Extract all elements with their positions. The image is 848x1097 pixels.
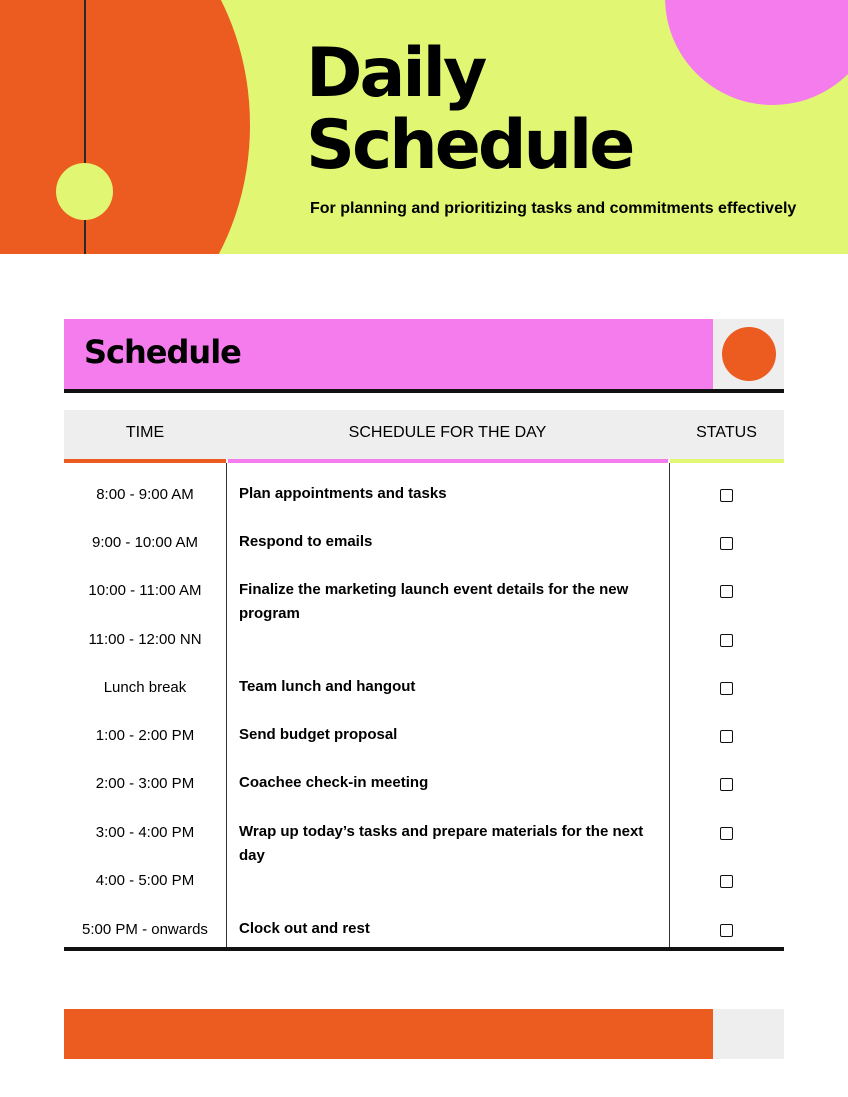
- section-header-bar: [64, 319, 713, 389]
- status-checkbox[interactable]: [720, 585, 733, 598]
- column-header-time: TIME: [125, 424, 165, 441]
- row-time: 3:00 - 4:00 PM: [95, 824, 195, 841]
- section-divider: [64, 389, 784, 393]
- row-task: Finalize the marketing launch event details for the new program: [239, 581, 629, 622]
- header-banner: [0, 0, 848, 254]
- table-row: [64, 711, 784, 759]
- table-row: [64, 856, 784, 904]
- schedule-accent-line: [228, 459, 668, 463]
- status-checkbox[interactable]: [720, 682, 733, 695]
- row-time: 8:00 - 9:00 AM: [96, 486, 194, 503]
- column-header-schedule: SCHEDULE FOR THE DAY: [348, 424, 547, 441]
- table-row: [64, 470, 784, 518]
- table-row: [64, 518, 784, 566]
- table-row: [64, 905, 784, 953]
- table-row: [64, 663, 784, 711]
- status-checkbox[interactable]: [720, 489, 733, 502]
- table-row: [64, 808, 784, 864]
- time-accent-line: [64, 459, 226, 463]
- status-checkbox[interactable]: [720, 875, 733, 888]
- orange-dot-decoration: [722, 327, 776, 381]
- status-checkbox[interactable]: [720, 778, 733, 791]
- section-title: Schedule: [84, 333, 241, 371]
- row-task: Wrap up today’s tasks and prepare materials for the next day: [239, 823, 644, 864]
- orange-decoration: [0, 0, 250, 254]
- status-accent-line: [670, 459, 784, 463]
- status-checkbox[interactable]: [720, 924, 733, 937]
- table-row: [64, 615, 784, 663]
- page-subtitle: For planning and prioritizing tasks and commitments effectively: [310, 200, 797, 217]
- table-row: [64, 566, 784, 622]
- table-bottom-border: [64, 947, 784, 951]
- row-task: Plan appointments and tasks: [239, 485, 447, 502]
- row-task: Respond to emails: [239, 533, 373, 550]
- table-row: [64, 759, 784, 807]
- status-checkbox[interactable]: [720, 537, 733, 550]
- section-badge-box: [713, 319, 784, 389]
- title-line-2: Schedule: [306, 106, 633, 185]
- row-task: Coachee check-in meeting: [239, 774, 429, 791]
- row-time: 1:00 - 2:00 PM: [95, 727, 195, 744]
- orange-circle-shape: [0, 0, 250, 254]
- row-time: 2:00 - 3:00 PM: [95, 775, 195, 792]
- column-header-status: STATUS: [696, 424, 757, 441]
- row-time: Lunch break: [103, 679, 187, 696]
- row-task: Team lunch and hangout: [239, 678, 416, 695]
- pink-circle-decoration: [665, 0, 848, 105]
- status-checkbox[interactable]: [720, 730, 733, 743]
- status-checkbox[interactable]: [720, 634, 733, 647]
- table-header: [64, 410, 784, 460]
- title-line-1: Daily: [306, 34, 485, 113]
- page-title: [306, 34, 633, 185]
- footer-box: [713, 1009, 784, 1059]
- status-checkbox[interactable]: [720, 827, 733, 840]
- footer-bar: [64, 1009, 713, 1059]
- row-time: 5:00 PM - onwards: [82, 921, 208, 938]
- row-time: 4:00 - 5:00 PM: [95, 872, 195, 889]
- row-time: 9:00 - 10:00 AM: [92, 534, 198, 551]
- row-time: 11:00 - 12:00 NN: [88, 631, 202, 648]
- row-task: Clock out and rest: [239, 920, 370, 937]
- lime-dot-decoration: [56, 163, 113, 220]
- row-time: 10:00 - 11:00 AM: [88, 582, 202, 599]
- row-task: Send budget proposal: [239, 726, 398, 743]
